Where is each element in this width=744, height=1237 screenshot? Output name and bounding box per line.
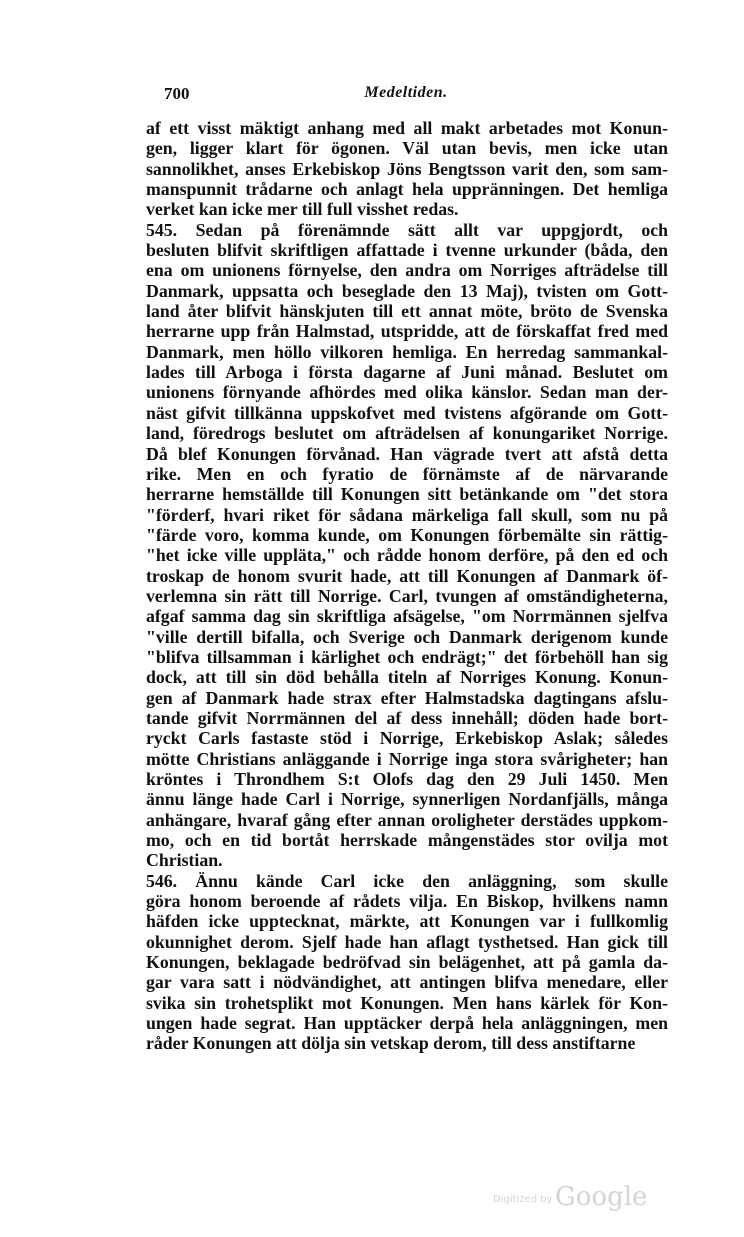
watermark-logo-text: Google: [555, 1182, 648, 1212]
text-line: göra honom beroende af rådets vilja. En Biskop, hvilkens namn: [146, 891, 668, 912]
text-line: manspunnit trådarne och anlagt hela uppränningen. Det hemliga: [146, 179, 668, 200]
text-line: Christian.: [146, 850, 223, 871]
page-header: [146, 84, 666, 106]
text-line: näst gifvit tillkänna uppskofvet med tvistens afgörande om Gott-: [146, 402, 668, 423]
text-line: 546. Ännu kände Carl icke den anläggning, som skulle: [146, 870, 668, 891]
page-number: 700: [164, 84, 190, 103]
text-line: sannolikhet, anses Erkebiskop Jöns Bengtsson varit den, som sam-: [146, 158, 668, 179]
text-line: mötte Christians anläggande i Norrige inga stora svårigheter; han: [146, 748, 668, 769]
text-line: okunnighet derom. Sjelf hade han aflagt tysthetsed. Han gick till: [146, 931, 668, 952]
text-line: verket kan icke mer till full visshet redas.: [146, 199, 459, 220]
text-line: herrarne upp från Halmstad, utspridde, att de förskaffat fred med: [146, 321, 668, 342]
text-line: gar vara satt i nödvändighet, att antingen blifva menedare, eller: [146, 972, 668, 993]
text-line: svika sin trohetsplikt mot Konungen. Men hans kärlek för Kon-: [146, 992, 668, 1013]
body-text: [146, 118, 668, 1054]
text-line: herrarne hemställde till Konungen sitt betänkande om "det stora: [146, 484, 668, 505]
text-line: Danmark, uppsatta och beseglade den 13 Maj), tvisten om Gott-: [146, 280, 668, 301]
text-line: anhängare, hvaraf gång efter annan oroligheter derstädes uppkom-: [146, 809, 668, 830]
text-line: rike. Men en och fyratio de förnämste af de närvarande: [146, 463, 668, 484]
text-line: häfden icke upptecknat, märkte, att Konungen var i fullkomlig: [146, 911, 668, 932]
text-line: Konungen, beklagade bedröfvad sin belägenhet, att på gamla da-: [146, 952, 668, 973]
text-line: "ville dertill bifalla, och Sverige och Danmark derigenom kunde: [146, 626, 668, 647]
text-line: gen af Danmark hade strax efter Halmstadska dagtingans afslu-: [146, 687, 668, 708]
text-line: ryckt Carls fastaste stöd i Norrige, Erkebiskop Aslak; således: [146, 728, 668, 749]
text-line: besluten blifvit skriftligen affattade i tvenne urkunder (båda, den: [146, 240, 668, 261]
digitized-watermark: [485, 1180, 655, 1216]
text-line: Då blef Konungen förvånad. Han vägrade tvert att afstå detta: [146, 443, 668, 464]
text-line: "blifva tillsamman i kärlighet och endrägt;" det förbehöll han sig: [146, 646, 668, 667]
text-line: land åter blifvit hänskjuten till ett annat möte, bröto de Svenska: [146, 301, 668, 322]
text-line: lades till Arboga i första dagarne af Juni månad. Beslutet om: [146, 362, 668, 383]
text-line: troskap de honom svurit hade, att till Konungen af Danmark öf-: [146, 565, 668, 586]
text-line: "färde voro, komma kunde, om Konungen förbemälte sin rättig-: [146, 524, 668, 545]
text-line: unionens förnyande afhördes med olika känslor. Sedan man der-: [146, 382, 668, 403]
text-line: afgaf samma dag sin skriftliga afsägelse, "om Norrmännen sjelfva: [146, 606, 668, 627]
text-line: Danmark, men höllo vilkoren hemliga. En herredag sammankal-: [146, 341, 668, 362]
text-line: 545. Sedan på förenämnde sätt allt var uppgjordt, och: [146, 219, 668, 240]
watermark-small-text: Digitized by: [493, 1194, 553, 1205]
text-line: dock, att till sin död behålla titeln af Norriges Konung. Konun-: [146, 667, 668, 688]
running-title: Medeltiden.: [364, 84, 448, 101]
text-line: ungen hade segrat. Han upptäcker derpå hela anläggningen, men: [146, 1013, 668, 1034]
text-line: af ett visst mäktigt anhang med all makt arbetades mot Konun-: [146, 118, 668, 138]
text-line: tande gifvit Norrmännen del af dess innehåll; döden hade bort-: [146, 707, 668, 728]
text-line: mo, och en tid bortåt herrskade mångenstädes stor ovilja mot: [146, 830, 668, 851]
text-line: ännu länge hade Carl i Norrige, synnerligen Nordanfjälls, många: [146, 789, 668, 810]
text-line: verlemna sin rätt till Norrige. Carl, tvungen af omständigheterna,: [146, 585, 668, 606]
text-line: "het icke ville uppläta," och rådde honom derföre, på den ed och: [146, 545, 668, 566]
text-line: gen, ligger klart för ögonen. Väl utan bevis, men icke utan: [146, 138, 668, 159]
text-line: kröntes i Throndhem S:t Olofs dag den 29 Juli 1450. Men: [146, 769, 668, 789]
text-line: ena om unionens förnyelse, den andra om Norriges afträdelse till: [146, 260, 668, 281]
text-line: "förderf, hvari riket för sådana märkeliga fall skull, som nu på: [146, 504, 668, 525]
text-line: råder Konungen att dölja sin vetskap derom, till dess anstiftarne: [146, 1033, 636, 1054]
text-line: land, föredrogs beslutet om afträdelsen af konungariket Norrige.: [146, 423, 668, 444]
